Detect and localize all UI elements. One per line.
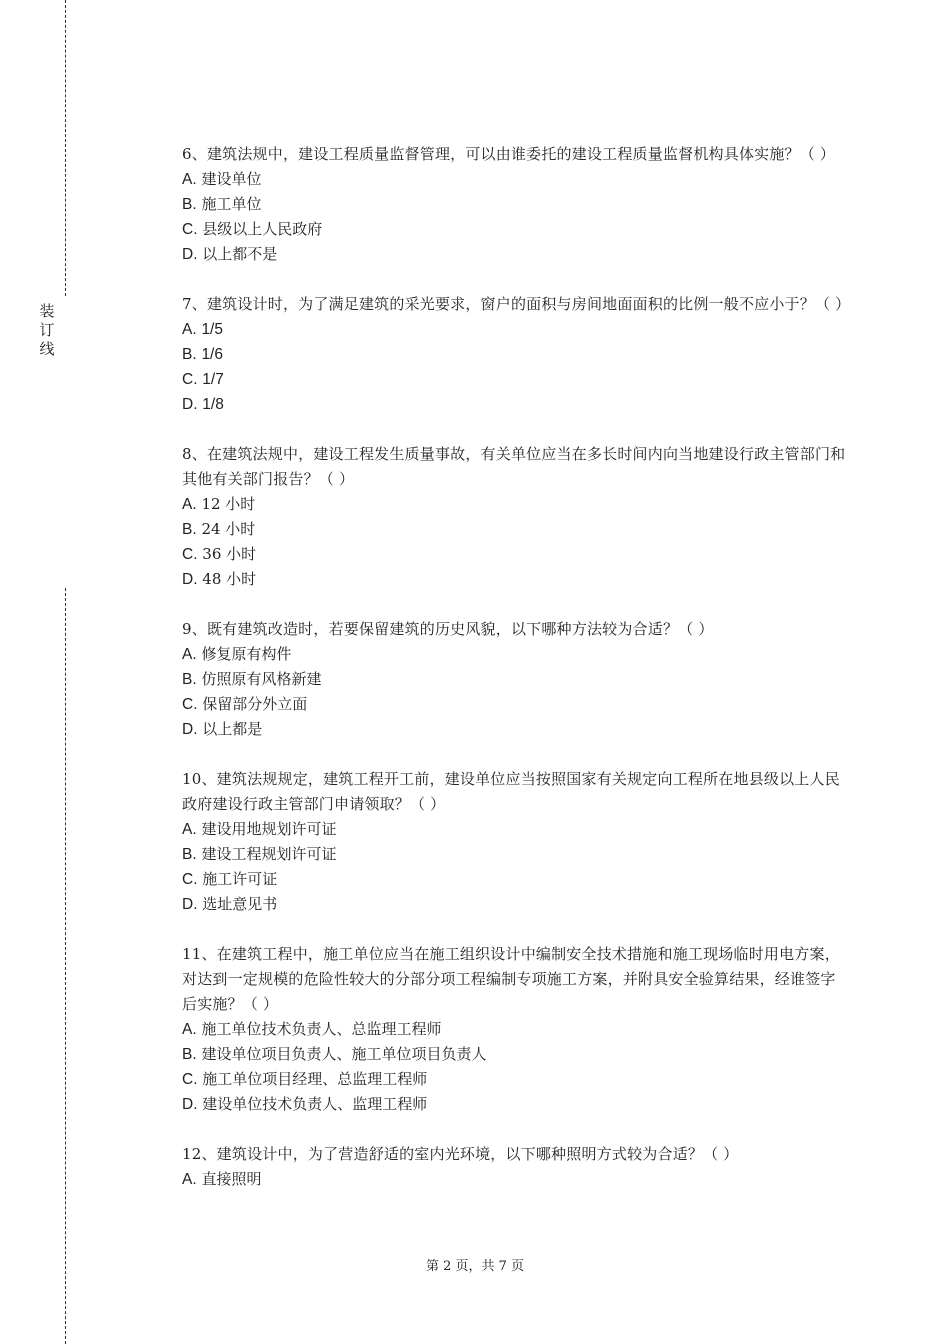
option-b — [182, 517, 850, 542]
question-11 — [182, 942, 850, 1117]
binding-dashed-line-bottom — [65, 588, 66, 1344]
option-b — [182, 1042, 850, 1067]
option-text: 施工许可证 — [202, 870, 278, 888]
option-a — [182, 317, 850, 342]
option-c — [182, 367, 850, 392]
question-7 — [182, 292, 850, 417]
option-letter: A. — [182, 1171, 197, 1188]
option-a — [182, 1167, 850, 1192]
option-b — [182, 667, 850, 692]
option-letter: A. — [182, 496, 197, 513]
option-text: 1/6 — [201, 346, 223, 363]
option-letter: D. — [182, 571, 198, 588]
question-6 — [182, 142, 850, 267]
option-letter: D. — [182, 246, 198, 263]
binding-char: 订 — [39, 321, 55, 339]
option-text: 建设单位项目负责人、施工单位项目负责人 — [201, 1045, 487, 1063]
option-letter: C. — [182, 221, 198, 238]
question-text: 12、建筑设计中，为了营造舒适的室内光环境，以下哪种照明方式较为合适？（ ） — [182, 1145, 739, 1163]
option-text: 仿照原有风格新建 — [201, 670, 322, 688]
option-text: 建设工程规划许可证 — [201, 845, 337, 863]
option-letter: B. — [182, 196, 197, 213]
option-b — [182, 192, 850, 217]
option-text: 建设用地规划许可证 — [201, 820, 337, 838]
option-letter: B. — [182, 346, 197, 363]
option-text: 施工单位技术负责人、总监理工程师 — [201, 1020, 442, 1038]
question-text: 6、建筑法规中，建设工程质量监督管理，可以由谁委托的建设工程质量监督机构具体实施？（ ） — [182, 145, 836, 163]
option-text: 县级以上人民政府 — [202, 220, 323, 238]
option-text: 建设单位 — [201, 170, 262, 188]
question-text: 8、在建筑法规中，建设工程发生质量事故，有关单位应当在多长时间内向当地建设行政主管部门和其他有关部门报告？（ ） — [182, 445, 846, 488]
option-text: 选址意见书 — [202, 895, 278, 913]
option-b — [182, 342, 850, 367]
option-d — [182, 717, 850, 742]
option-text: 保留部分外立面 — [202, 695, 308, 713]
option-c — [182, 867, 850, 892]
option-text: 36 小时 — [202, 545, 257, 563]
option-letter: C. — [182, 1071, 198, 1088]
option-d — [182, 1092, 850, 1117]
option-c — [182, 542, 850, 567]
question-text: 10、建筑法规规定，建筑工程开工前，建设单位应当按照国家有关规定向工程所在地县级以上人民政府建设行政主管部门申请领取？（ ） — [182, 770, 840, 813]
option-letter: B. — [182, 1046, 197, 1063]
option-a — [182, 1017, 850, 1042]
option-text: 12 小时 — [201, 495, 256, 513]
option-letter: C. — [182, 871, 198, 888]
option-letter: C. — [182, 696, 198, 713]
option-d — [182, 392, 850, 417]
option-c — [182, 692, 850, 717]
option-text: 施工单位项目经理、总监理工程师 — [202, 1070, 428, 1088]
option-a — [182, 817, 850, 842]
option-text: 48 小时 — [202, 570, 257, 588]
option-a — [182, 642, 850, 667]
option-letter: A. — [182, 321, 197, 338]
question-text: 9、既有建筑改造时，若要保留建筑的历史风貌，以下哪种方法较为合适？（ ） — [182, 620, 714, 638]
option-text: 以上都不是 — [202, 245, 278, 263]
binding-char: 装 — [39, 302, 55, 320]
option-text: 1/8 — [202, 396, 224, 413]
option-d — [182, 242, 850, 267]
option-a — [182, 167, 850, 192]
page-footer: 第 2 页，共 7 页 — [425, 1259, 525, 1274]
option-c — [182, 1067, 850, 1092]
option-text: 修复原有构件 — [201, 645, 292, 663]
question-8 — [182, 442, 850, 592]
option-letter: A. — [182, 171, 197, 188]
option-text: 以上都是 — [202, 720, 263, 738]
option-letter: A. — [182, 1021, 197, 1038]
option-d — [182, 892, 850, 917]
option-letter: D. — [182, 721, 198, 738]
option-text: 24 小时 — [201, 520, 256, 538]
option-b — [182, 842, 850, 867]
option-letter: C. — [182, 371, 198, 388]
question-text: 11、在建筑工程中，施工单位应当在施工组织设计中编制安全技术措施和施工现场临时用电方案，对达到一定规模的危险性较大的分部分项工程编制专项施工方案，并附具安全验算结果，经谁签字后实施？（ ） — [182, 945, 840, 1013]
binding-dashed-line-top — [65, 0, 66, 296]
option-letter: D. — [182, 396, 198, 413]
option-c — [182, 217, 850, 242]
question-list — [182, 142, 850, 1217]
question-12 — [182, 1142, 850, 1192]
option-text: 施工单位 — [201, 195, 262, 213]
option-letter: B. — [182, 671, 197, 688]
option-d — [182, 567, 850, 592]
option-text: 1/7 — [202, 371, 224, 388]
option-letter: D. — [182, 1096, 198, 1113]
binding-label — [38, 302, 56, 359]
option-letter: D. — [182, 896, 198, 913]
option-a — [182, 492, 850, 517]
question-9 — [182, 617, 850, 742]
question-text: 7、建筑设计时，为了满足建筑的采光要求，窗户的面积与房间地面面积的比例一般不应小于？（ ） — [182, 295, 851, 313]
binding-char: 线 — [39, 340, 55, 358]
option-text: 直接照明 — [201, 1170, 262, 1188]
option-letter: A. — [182, 646, 197, 663]
option-letter: B. — [182, 521, 197, 538]
option-text: 1/5 — [201, 321, 223, 338]
option-text: 建设单位技术负责人、监理工程师 — [202, 1095, 428, 1113]
option-letter: A. — [182, 821, 197, 838]
option-letter: B. — [182, 846, 197, 863]
option-letter: C. — [182, 546, 198, 563]
question-10 — [182, 767, 850, 917]
